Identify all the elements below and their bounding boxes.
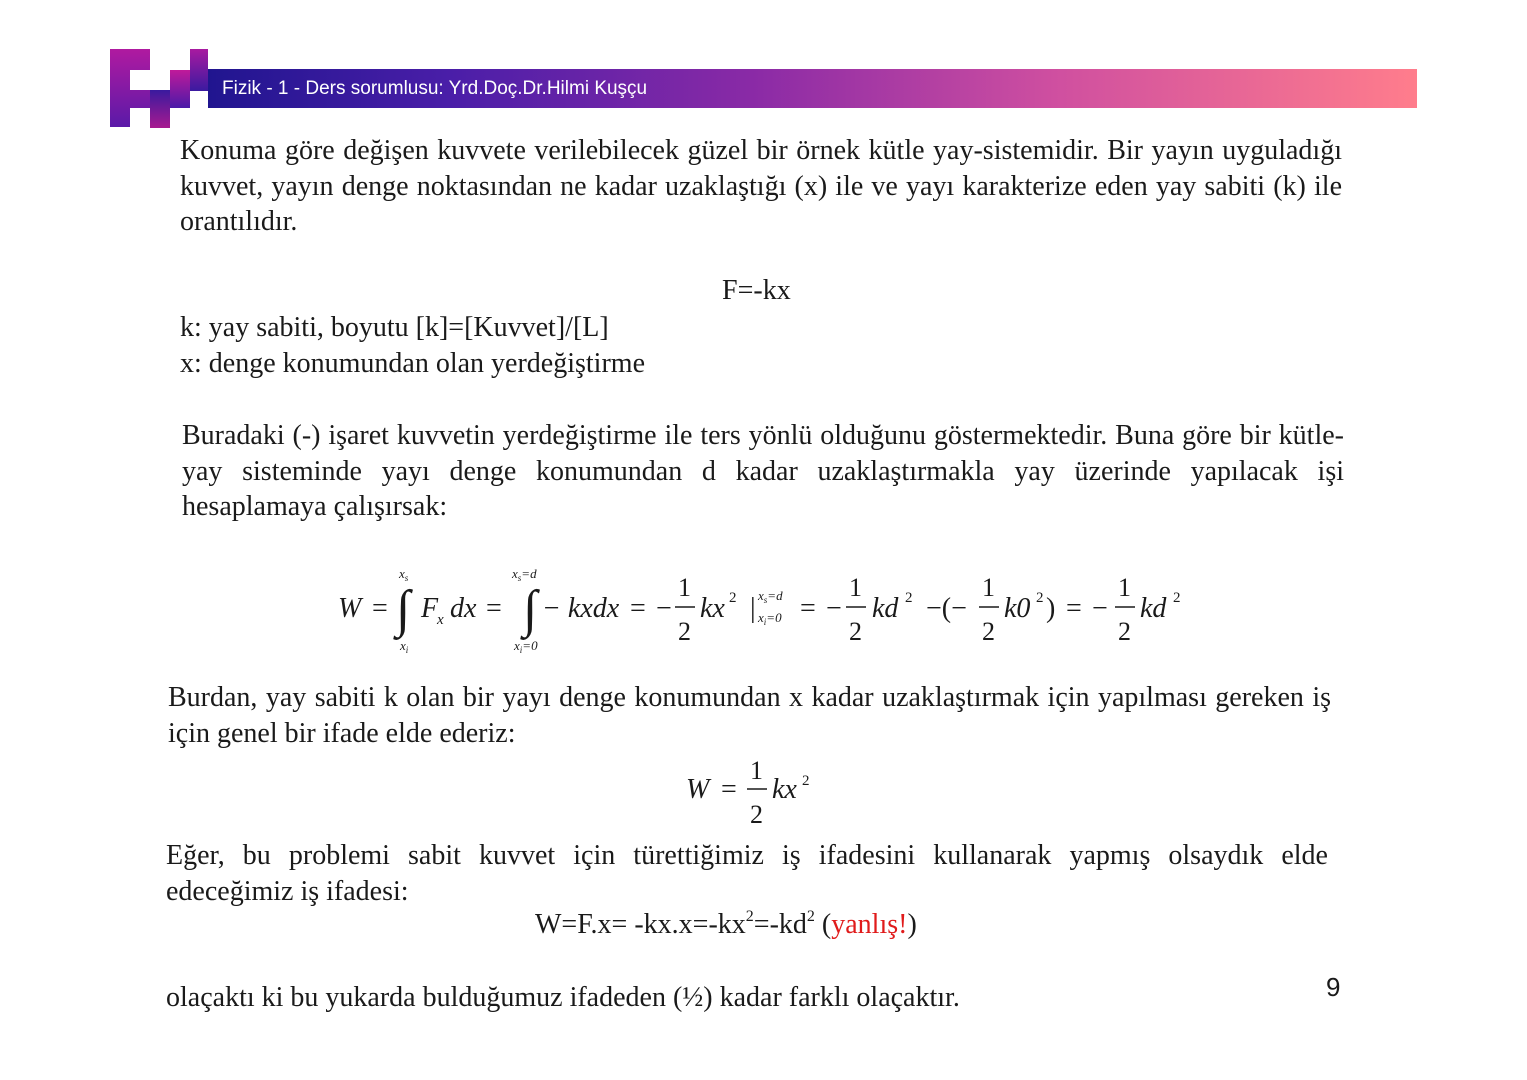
wrong-label: yanlış! xyxy=(831,909,908,940)
logo-square xyxy=(130,70,150,90)
open-paren: ( xyxy=(814,909,832,940)
exponent: 2 xyxy=(729,590,737,606)
logo-square xyxy=(190,49,208,91)
integrand-term: − kxdx xyxy=(542,593,620,624)
exponent: 2 xyxy=(1173,590,1181,606)
exponent: 2 xyxy=(806,908,815,925)
fraction-numerator: 1 xyxy=(849,573,862,602)
exponent: 2 xyxy=(1036,590,1044,606)
wrong-equation xyxy=(535,909,917,941)
exponent: 2 xyxy=(802,773,810,789)
eval-upper: $x_s=d$ xyxy=(758,588,783,605)
intro-paragraph: Konuma göre değişen kuvvete verilebilecek güzel bir örnek kütle yay-sistemidir. Bir yayın uyguladığı kuvvet, yayın denge noktasından ne kadar uzaklaştığı (x) ile ve yayı karakterize eden yay sabiti (k) ile orantılıdır. xyxy=(180,135,1342,237)
fraction-denominator: 2 xyxy=(982,617,995,646)
integral-sign-icon: ∫ xyxy=(396,581,411,638)
minus-sign: − xyxy=(656,593,672,624)
close-paren: ) xyxy=(907,909,917,940)
fraction-numerator: 1 xyxy=(750,756,763,785)
kd-term: kd xyxy=(872,593,899,624)
upper-limit: $x_s=d$ xyxy=(512,566,537,583)
upper-limit: $x_s$ xyxy=(399,566,409,583)
logo-square xyxy=(150,90,170,128)
w-symbol: W xyxy=(686,774,710,805)
integral-sign-icon: ∫ xyxy=(523,581,538,638)
minus-open-paren: −(− xyxy=(926,593,967,624)
fraction-denominator: 2 xyxy=(750,800,763,829)
k0-term: k0 xyxy=(1004,593,1031,624)
equals-sign: = xyxy=(372,593,388,624)
kd-term: kd xyxy=(1140,593,1167,624)
equals-sign: = xyxy=(486,593,502,624)
exponent: 2 xyxy=(745,908,754,925)
general-paragraph: Burdan, yay sabiti k olan bir yayı denge konumundan x kadar uzaklaştırmak için yapılması gereken iş için genel bir ifade elde ederiz: xyxy=(168,682,1331,749)
fraction-denominator: 2 xyxy=(849,617,862,646)
w-symbol: W xyxy=(338,593,362,624)
evaluation-bar: | xyxy=(750,593,756,624)
exponent: 2 xyxy=(905,590,913,606)
kx-term: kx xyxy=(700,593,725,624)
logo-square xyxy=(170,70,190,108)
force-subscript: x xyxy=(437,612,444,628)
const-force-paragraph: Eğer, bu problemi sabit kuvvet için türettiğimiz iş ifadesini kullanarak yapmış olsaydık elde edeceğimiz iş ifadesi: xyxy=(166,840,1328,907)
minus-sign: − xyxy=(1092,593,1108,624)
lower-limit: $x_i$ xyxy=(400,638,409,655)
sign-paragraph: Buradaki (-) işaret kuvvetin yerdeğiştirme ile ters yönlü olduğunu göstermektedir. Buna göre bir kütle-yay sisteminde yayı denge konumundan d kadar uzaklaştırmakla yay üzerinde yapılacak işi hesaplamaya çalışırsak: xyxy=(182,420,1344,522)
equals-sign: = xyxy=(721,774,737,805)
lower-limit: $x_i=0$ xyxy=(514,638,538,655)
k-definition: k: yay sabiti, boyutu [k]=[Kuvvet]/[L] xyxy=(180,312,609,343)
fraction-numerator: 1 xyxy=(1118,573,1131,602)
logo-square xyxy=(130,108,150,128)
x-definition: x: denge konumundan olan yerdeğiştirme xyxy=(180,347,645,379)
header-title: Fizik - 1 - Ders sorumlusu: Yrd.Doç.Dr.Hilmi Kuşçu xyxy=(222,78,648,99)
kx-term: kx xyxy=(772,774,797,805)
force-term: F xyxy=(421,593,439,624)
fraction-numerator: 1 xyxy=(678,573,691,602)
wrong-eq-part: =-kd xyxy=(753,909,807,940)
equals-sign: = xyxy=(800,593,816,624)
hooke-equation: F=-kx xyxy=(722,275,791,306)
conclusion-paragraph: olaçaktı ki bu yukarda bulduğumuz ifadeden (½) kadar farklı olaçaktır. xyxy=(166,982,960,1013)
dx-term: dx xyxy=(450,593,477,624)
eval-lower: $x_i=0$ xyxy=(758,610,782,627)
close-paren: ) xyxy=(1046,593,1056,624)
equals-sign: = xyxy=(630,593,646,624)
fraction-numerator: 1 xyxy=(982,573,995,602)
wrong-eq-part: W=F.x= -kx.x=-kx xyxy=(535,909,746,940)
minus-sign: − xyxy=(826,593,842,624)
fraction-denominator: 2 xyxy=(1118,617,1131,646)
fraction-denominator: 2 xyxy=(678,617,691,646)
page-number: 9 xyxy=(1326,972,1341,1002)
work-integral-equation xyxy=(330,560,1200,660)
equals-sign: = xyxy=(1066,593,1082,624)
slide-header xyxy=(208,69,1417,108)
work-formula xyxy=(680,755,830,835)
definitions xyxy=(180,310,880,381)
